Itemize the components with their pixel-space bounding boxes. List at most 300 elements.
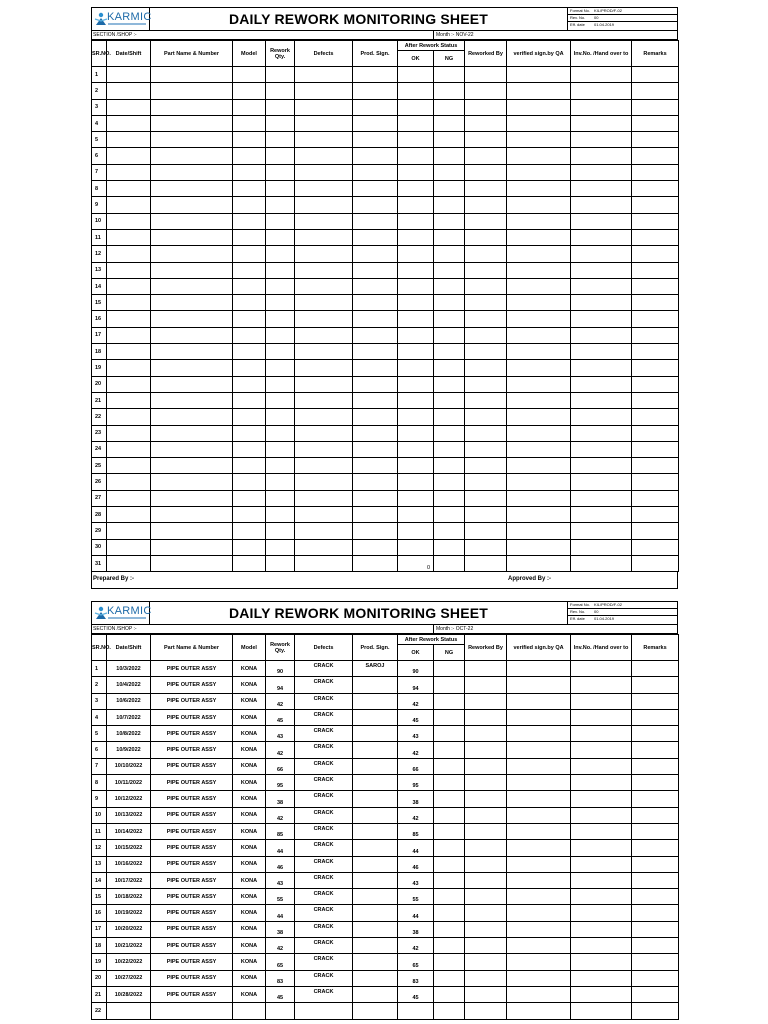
cell-part: PIPE OUTER ASSY <box>151 677 233 693</box>
cell-qty <box>266 132 295 148</box>
cell-remarks <box>632 970 679 986</box>
cell-invoice <box>571 181 632 197</box>
cell-srno: 16 <box>92 311 107 327</box>
cell-srno: 14 <box>92 872 107 888</box>
cell-remarks <box>632 693 679 709</box>
cell-reworked-by <box>465 295 507 311</box>
cell-model: KONA <box>233 726 266 742</box>
cell-defect: CRACK <box>295 938 353 954</box>
cell-date <box>107 1003 151 1019</box>
cell-ng <box>434 775 465 791</box>
table-row <box>92 539 679 555</box>
cell-invoice <box>571 840 632 856</box>
cell-reworked-by <box>465 490 507 506</box>
cell-qa-sign <box>507 775 571 791</box>
cell-prod-sign <box>353 889 398 905</box>
cell-qty: 46 <box>266 856 295 872</box>
cell-ok <box>398 278 434 294</box>
cell-defect: CRACK <box>295 775 353 791</box>
cell-remarks <box>632 954 679 970</box>
cell-ng <box>434 197 465 213</box>
table-row <box>92 775 679 791</box>
cell-prod-sign <box>353 775 398 791</box>
cell-srno: 23 <box>92 425 107 441</box>
cell-remarks <box>632 677 679 693</box>
cell-remarks <box>632 67 679 83</box>
cell-qty: 44 <box>266 840 295 856</box>
cell-part: PIPE OUTER ASSY <box>151 970 233 986</box>
cell-qa-sign <box>507 181 571 197</box>
cell-ok: 85 <box>398 823 434 839</box>
cell-invoice <box>571 921 632 937</box>
cell-ng <box>434 1003 465 1019</box>
cell-invoice <box>571 83 632 99</box>
cell-defect <box>295 490 353 506</box>
cell-reworked-by <box>465 693 507 709</box>
cell-qty: 65 <box>266 954 295 970</box>
cell-invoice <box>571 758 632 774</box>
cell-srno: 5 <box>92 132 107 148</box>
cell-date <box>107 376 151 392</box>
cell-srno: 1 <box>92 661 107 677</box>
cell-part <box>151 295 233 311</box>
cell-date <box>107 148 151 164</box>
cell-ok <box>398 376 434 392</box>
cell-prod-sign <box>353 507 398 523</box>
cell-prod-sign <box>353 262 398 278</box>
cell-qa-sign <box>507 661 571 677</box>
cell-ok <box>398 425 434 441</box>
cell-srno: 11 <box>92 229 107 245</box>
cell-date <box>107 327 151 343</box>
cell-part <box>151 1003 233 1019</box>
cell-defect <box>295 246 353 262</box>
cell-remarks <box>632 425 679 441</box>
cell-part: PIPE OUTER ASSY <box>151 938 233 954</box>
cell-model <box>233 392 266 408</box>
header-ng: NG <box>434 51 465 67</box>
cell-remarks <box>632 758 679 774</box>
cell-remarks <box>632 523 679 539</box>
cell-ng <box>434 262 465 278</box>
cell-model: KONA <box>233 872 266 888</box>
sheet-header <box>91 601 678 624</box>
cell-defect <box>295 148 353 164</box>
cell-srno: 28 <box>92 507 107 523</box>
cell-ok: 43 <box>398 726 434 742</box>
cell-date <box>107 425 151 441</box>
header-defects: Defects <box>295 635 353 661</box>
cell-ng <box>434 921 465 937</box>
cell-srno: 11 <box>92 823 107 839</box>
section-shop-label: SECTION /SHOP :- <box>93 32 137 38</box>
cell-ng <box>434 872 465 888</box>
cell-prod-sign <box>353 921 398 937</box>
cell-model: KONA <box>233 954 266 970</box>
cell-model: KONA <box>233 791 266 807</box>
eff-date-row: Eff. date 01.04.2019 <box>570 616 615 621</box>
table-row <box>92 758 679 774</box>
cell-prod-sign <box>353 83 398 99</box>
cell-srno: 16 <box>92 905 107 921</box>
cell-model: KONA <box>233 938 266 954</box>
cell-date <box>107 181 151 197</box>
cell-invoice <box>571 148 632 164</box>
cell-qty <box>266 148 295 164</box>
cell-prod-sign <box>353 99 398 115</box>
cell-defect <box>295 376 353 392</box>
sheet-title: DAILY REWORK MONITORING SHEET <box>228 605 489 621</box>
cell-reworked-by <box>465 327 507 343</box>
cell-invoice <box>571 507 632 523</box>
cell-ok <box>398 83 434 99</box>
cell-invoice <box>571 954 632 970</box>
cell-prod-sign <box>353 344 398 360</box>
cell-reworked-by <box>465 1003 507 1019</box>
cell-defect <box>295 278 353 294</box>
cell-reworked-by <box>465 229 507 245</box>
cell-srno: 7 <box>92 758 107 774</box>
cell-qty <box>266 67 295 83</box>
cell-reworked-by <box>465 856 507 872</box>
table-row <box>92 458 679 474</box>
cell-srno: 13 <box>92 856 107 872</box>
cell-reworked-by <box>465 311 507 327</box>
cell-ng <box>434 555 465 571</box>
cell-reworked-by <box>465 555 507 571</box>
cell-ng <box>434 986 465 1002</box>
cell-qty <box>266 523 295 539</box>
cell-date <box>107 458 151 474</box>
cell-reworked-by <box>465 539 507 555</box>
header-qa-sign: verified sign.by QA <box>507 635 571 661</box>
cell-model <box>233 278 266 294</box>
table-row <box>92 791 679 807</box>
section-shop-label: SECTION /SHOP :- <box>93 626 137 632</box>
cell-reworked-by <box>465 246 507 262</box>
cell-ng <box>434 278 465 294</box>
cell-model <box>233 490 266 506</box>
cell-qa-sign <box>507 425 571 441</box>
cell-reworked-by <box>465 425 507 441</box>
cell-reworked-by <box>465 507 507 523</box>
cell-prod-sign <box>353 392 398 408</box>
cell-model <box>233 507 266 523</box>
cell-remarks <box>632 115 679 131</box>
cell-prod-sign <box>353 539 398 555</box>
cell-ng <box>434 490 465 506</box>
table-row <box>92 1003 679 1019</box>
cell-part <box>151 539 233 555</box>
cell-prod-sign <box>353 67 398 83</box>
cell-defect <box>295 360 353 376</box>
cell-reworked-by <box>465 148 507 164</box>
cell-srno: 9 <box>92 791 107 807</box>
cell-remarks <box>632 311 679 327</box>
cell-srno: 10 <box>92 213 107 229</box>
cell-date: 10/15/2022 <box>107 840 151 856</box>
table-row <box>92 840 679 856</box>
cell-model <box>233 344 266 360</box>
cell-model <box>233 311 266 327</box>
header-qty: Rework Qty. <box>266 635 295 661</box>
cell-part: PIPE OUTER ASSY <box>151 709 233 725</box>
cell-part <box>151 376 233 392</box>
cell-prod-sign <box>353 726 398 742</box>
cell-ok <box>398 99 434 115</box>
cell-prod-sign <box>353 905 398 921</box>
cell-date <box>107 490 151 506</box>
approved-by-label: Approved By :- <box>508 576 552 583</box>
cell-invoice <box>571 344 632 360</box>
cell-ok <box>398 441 434 457</box>
cell-model <box>233 164 266 180</box>
cell-prod-sign <box>353 1003 398 1019</box>
cell-invoice <box>571 327 632 343</box>
cell-qty: 94 <box>266 677 295 693</box>
cell-reworked-by <box>465 523 507 539</box>
cell-prod-sign <box>353 555 398 571</box>
cell-qa-sign <box>507 99 571 115</box>
cell-ok: 65 <box>398 954 434 970</box>
cell-remarks <box>632 921 679 937</box>
cell-date <box>107 441 151 457</box>
header-part: Part Name & Number <box>151 635 233 661</box>
cell-remarks <box>632 181 679 197</box>
cell-model: KONA <box>233 823 266 839</box>
cell-ng <box>434 742 465 758</box>
cell-reworked-by <box>465 970 507 986</box>
cell-ok <box>398 197 434 213</box>
cell-ok: 95 <box>398 775 434 791</box>
cell-date <box>107 132 151 148</box>
cell-remarks <box>632 938 679 954</box>
cell-date <box>107 555 151 571</box>
cell-qa-sign <box>507 921 571 937</box>
cell-srno: 5 <box>92 726 107 742</box>
cell-ok <box>398 458 434 474</box>
cell-qa-sign <box>507 954 571 970</box>
cell-defect <box>295 539 353 555</box>
cell-qty <box>266 295 295 311</box>
table-row <box>92 726 679 742</box>
cell-remarks <box>632 807 679 823</box>
cell-ng <box>434 409 465 425</box>
cell-qty <box>266 392 295 408</box>
cell-date <box>107 507 151 523</box>
table-row <box>92 555 679 571</box>
cell-model: KONA <box>233 661 266 677</box>
cell-part <box>151 164 233 180</box>
company-logo <box>92 602 150 624</box>
cell-qa-sign <box>507 360 571 376</box>
cell-ng <box>434 539 465 555</box>
rev-no-row: Rev. No. 00 <box>568 15 677 22</box>
cell-qty <box>266 213 295 229</box>
cell-ng <box>434 229 465 245</box>
karmic-logo-icon <box>95 12 107 26</box>
cell-ok: 45 <box>398 986 434 1002</box>
cell-date <box>107 278 151 294</box>
cell-qty <box>266 490 295 506</box>
cell-model: KONA <box>233 709 266 725</box>
cell-qty <box>266 327 295 343</box>
cell-part: PIPE OUTER ASSY <box>151 954 233 970</box>
cell-invoice <box>571 311 632 327</box>
cell-part <box>151 425 233 441</box>
cell-srno: 19 <box>92 954 107 970</box>
table-row <box>92 262 679 278</box>
cell-defect: CRACK <box>295 677 353 693</box>
cell-remarks <box>632 661 679 677</box>
cell-srno: 7 <box>92 164 107 180</box>
cell-remarks <box>632 791 679 807</box>
cell-ng <box>434 458 465 474</box>
cell-defect: CRACK <box>295 709 353 725</box>
cell-remarks <box>632 905 679 921</box>
cell-qa-sign <box>507 709 571 725</box>
cell-defect: CRACK <box>295 954 353 970</box>
logo-tagline-bar <box>108 617 146 619</box>
cell-qa-sign <box>507 311 571 327</box>
cell-part: PIPE OUTER ASSY <box>151 889 233 905</box>
cell-invoice <box>571 905 632 921</box>
cell-ng <box>434 213 465 229</box>
header-invoice: Inv.No. /Hand over to <box>571 635 632 661</box>
cell-model <box>233 148 266 164</box>
cell-srno: 29 <box>92 523 107 539</box>
cell-model <box>233 181 266 197</box>
header-date: Date/Shift <box>107 41 151 67</box>
cell-part: PIPE OUTER ASSY <box>151 840 233 856</box>
cell-srno: 3 <box>92 693 107 709</box>
cell-srno: 25 <box>92 458 107 474</box>
cell-model <box>233 67 266 83</box>
cell-ok <box>398 344 434 360</box>
cell-invoice <box>571 295 632 311</box>
cell-defect <box>295 1003 353 1019</box>
cell-prod-sign <box>353 115 398 131</box>
header-date: Date/Shift <box>107 635 151 661</box>
cell-qa-sign <box>507 148 571 164</box>
cell-qa-sign <box>507 197 571 213</box>
cell-date <box>107 474 151 490</box>
cell-ok: 42 <box>398 742 434 758</box>
cell-ok: 44 <box>398 905 434 921</box>
cell-ng <box>434 344 465 360</box>
cell-date: 10/20/2022 <box>107 921 151 937</box>
cell-remarks <box>632 986 679 1002</box>
cell-qa-sign <box>507 83 571 99</box>
cell-reworked-by <box>465 441 507 457</box>
cell-defect <box>295 99 353 115</box>
cell-qty: 42 <box>266 807 295 823</box>
cell-part <box>151 360 233 376</box>
cell-srno: 17 <box>92 327 107 343</box>
cell-date <box>107 213 151 229</box>
cell-reworked-by <box>465 872 507 888</box>
cell-defect <box>295 409 353 425</box>
cell-model: KONA <box>233 905 266 921</box>
cell-ng <box>434 823 465 839</box>
table-row <box>92 474 679 490</box>
cell-reworked-by <box>465 758 507 774</box>
cell-prod-sign <box>353 758 398 774</box>
cell-qa-sign <box>507 742 571 758</box>
cell-remarks <box>632 889 679 905</box>
cell-qty: 43 <box>266 726 295 742</box>
cell-model: KONA <box>233 742 266 758</box>
cell-prod-sign <box>353 807 398 823</box>
cell-prod-sign <box>353 246 398 262</box>
cell-qty <box>266 311 295 327</box>
cell-qa-sign <box>507 246 571 262</box>
cell-srno: 22 <box>92 1003 107 1019</box>
cell-defect: CRACK <box>295 986 353 1002</box>
cell-reworked-by <box>465 807 507 823</box>
cell-qty <box>266 507 295 523</box>
cell-qa-sign <box>507 889 571 905</box>
table-row <box>92 938 679 954</box>
table-row <box>92 677 679 693</box>
cell-qa-sign <box>507 807 571 823</box>
cell-prod-sign <box>353 709 398 725</box>
cell-ng <box>434 938 465 954</box>
cell-invoice <box>571 409 632 425</box>
cell-model <box>233 132 266 148</box>
cell-defect: CRACK <box>295 872 353 888</box>
cell-part <box>151 344 233 360</box>
cell-part <box>151 490 233 506</box>
cell-prod-sign <box>353 441 398 457</box>
cell-ng <box>434 83 465 99</box>
cell-defect: CRACK <box>295 905 353 921</box>
cell-srno: 31 <box>92 555 107 571</box>
cell-part: PIPE OUTER ASSY <box>151 726 233 742</box>
cell-ok <box>398 474 434 490</box>
cell-qa-sign <box>507 823 571 839</box>
table-row <box>92 523 679 539</box>
cell-ng <box>434 327 465 343</box>
cell-ng <box>434 425 465 441</box>
cell-part: PIPE OUTER ASSY <box>151 758 233 774</box>
cell-defect <box>295 197 353 213</box>
cell-reworked-by <box>465 791 507 807</box>
cell-invoice <box>571 807 632 823</box>
cell-part <box>151 523 233 539</box>
cell-prod-sign <box>353 986 398 1002</box>
cell-ok: 42 <box>398 938 434 954</box>
brand-name: KARMIC <box>107 605 152 617</box>
cell-qa-sign <box>507 474 571 490</box>
cell-reworked-by <box>465 344 507 360</box>
cell-qa-sign <box>507 132 571 148</box>
table-row <box>92 148 679 164</box>
cell-qty: 42 <box>266 742 295 758</box>
cell-invoice <box>571 164 632 180</box>
cell-invoice <box>571 523 632 539</box>
cell-reworked-by <box>465 986 507 1002</box>
cell-remarks <box>632 164 679 180</box>
cell-reworked-by <box>465 83 507 99</box>
cell-model <box>233 327 266 343</box>
cell-remarks <box>632 856 679 872</box>
cell-ok: 55 <box>398 889 434 905</box>
cell-ok <box>398 360 434 376</box>
cell-reworked-by <box>465 360 507 376</box>
cell-remarks <box>632 872 679 888</box>
cell-remarks <box>632 246 679 262</box>
